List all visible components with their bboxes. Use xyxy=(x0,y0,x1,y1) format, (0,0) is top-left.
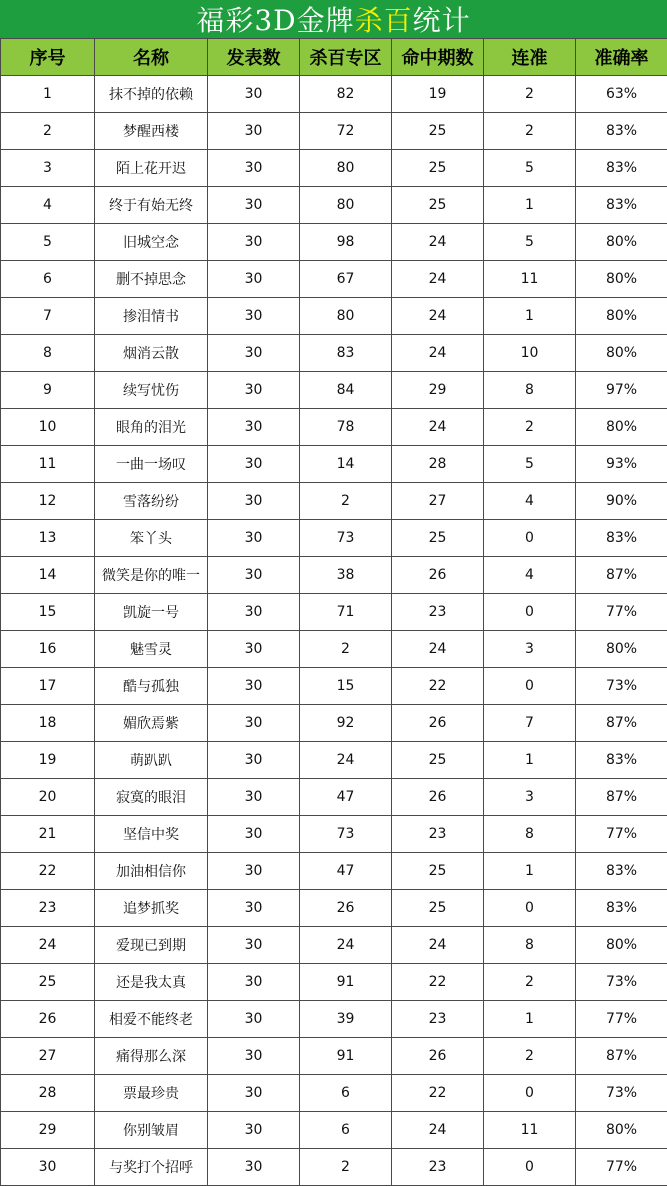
cell-index: 4 xyxy=(1,187,95,224)
cell-kill-hundred: 73 xyxy=(300,816,392,853)
cell-name: 抹不掉的依赖 xyxy=(95,76,208,113)
cell-accuracy: 83% xyxy=(576,113,667,150)
cell-index: 15 xyxy=(1,594,95,631)
cell-name: 酷与孤独 xyxy=(95,668,208,705)
cell-streak: 4 xyxy=(484,557,576,594)
cell-posts: 30 xyxy=(208,224,300,261)
cell-hits: 25 xyxy=(392,113,484,150)
page-title xyxy=(0,0,667,38)
cell-kill-hundred: 71 xyxy=(300,594,392,631)
cell-accuracy: 90% xyxy=(576,483,667,520)
table-row xyxy=(1,1149,667,1186)
cell-name: 陌上花开迟 xyxy=(95,150,208,187)
cell-kill-hundred: 14 xyxy=(300,446,392,483)
cell-hits: 24 xyxy=(392,335,484,372)
cell-hits: 25 xyxy=(392,187,484,224)
cell-posts: 30 xyxy=(208,298,300,335)
header-cell-name: 名称 xyxy=(95,39,208,76)
cell-index: 10 xyxy=(1,409,95,446)
cell-index: 3 xyxy=(1,150,95,187)
cell-kill-hundred: 78 xyxy=(300,409,392,446)
table-row xyxy=(1,446,667,483)
cell-accuracy: 87% xyxy=(576,1038,667,1075)
cell-accuracy: 83% xyxy=(576,520,667,557)
title-highlight: 杀百 xyxy=(355,0,413,39)
table-row xyxy=(1,890,667,927)
cell-posts: 30 xyxy=(208,76,300,113)
header-cell-accuracy: 准确率 xyxy=(576,39,667,76)
cell-name: 旧城空念 xyxy=(95,224,208,261)
cell-hits: 22 xyxy=(392,1075,484,1112)
cell-streak: 2 xyxy=(484,1038,576,1075)
table-row xyxy=(1,113,667,150)
stats-table xyxy=(0,38,667,1186)
cell-accuracy: 80% xyxy=(576,631,667,668)
cell-posts: 30 xyxy=(208,705,300,742)
cell-index: 28 xyxy=(1,1075,95,1112)
cell-accuracy: 63% xyxy=(576,76,667,113)
cell-accuracy: 83% xyxy=(576,742,667,779)
cell-streak: 2 xyxy=(484,964,576,1001)
cell-posts: 30 xyxy=(208,890,300,927)
header-cell-posts: 发表数 xyxy=(208,39,300,76)
cell-name: 追梦抓奖 xyxy=(95,890,208,927)
cell-streak: 10 xyxy=(484,335,576,372)
cell-name: 痛得那么深 xyxy=(95,1038,208,1075)
cell-index: 7 xyxy=(1,298,95,335)
table-row xyxy=(1,1001,667,1038)
table-row xyxy=(1,409,667,446)
cell-name: 删不掉思念 xyxy=(95,261,208,298)
cell-streak: 8 xyxy=(484,372,576,409)
cell-posts: 30 xyxy=(208,113,300,150)
cell-accuracy: 73% xyxy=(576,964,667,1001)
cell-posts: 30 xyxy=(208,964,300,1001)
cell-name: 票最珍贵 xyxy=(95,1075,208,1112)
cell-accuracy: 77% xyxy=(576,594,667,631)
cell-name: 微笑是你的唯一 xyxy=(95,557,208,594)
cell-hits: 23 xyxy=(392,1149,484,1186)
cell-posts: 30 xyxy=(208,409,300,446)
cell-accuracy: 77% xyxy=(576,1001,667,1038)
cell-hits: 22 xyxy=(392,668,484,705)
cell-streak: 1 xyxy=(484,298,576,335)
cell-accuracy: 97% xyxy=(576,372,667,409)
cell-accuracy: 87% xyxy=(576,705,667,742)
cell-streak: 0 xyxy=(484,594,576,631)
table-row xyxy=(1,261,667,298)
table-row xyxy=(1,1038,667,1075)
cell-hits: 24 xyxy=(392,224,484,261)
cell-streak: 1 xyxy=(484,1001,576,1038)
cell-index: 24 xyxy=(1,927,95,964)
table-row xyxy=(1,483,667,520)
table-row xyxy=(1,779,667,816)
cell-index: 8 xyxy=(1,335,95,372)
cell-streak: 2 xyxy=(484,76,576,113)
cell-kill-hundred: 80 xyxy=(300,150,392,187)
cell-accuracy: 73% xyxy=(576,1075,667,1112)
cell-index: 6 xyxy=(1,261,95,298)
cell-hits: 29 xyxy=(392,372,484,409)
cell-hits: 24 xyxy=(392,298,484,335)
cell-name: 还是我太真 xyxy=(95,964,208,1001)
cell-accuracy: 87% xyxy=(576,557,667,594)
cell-hits: 25 xyxy=(392,520,484,557)
table-row xyxy=(1,705,667,742)
cell-name: 笨丫头 xyxy=(95,520,208,557)
table-row xyxy=(1,150,667,187)
header-cell-hits: 命中期数 xyxy=(392,39,484,76)
table-row xyxy=(1,372,667,409)
cell-posts: 30 xyxy=(208,594,300,631)
cell-accuracy: 93% xyxy=(576,446,667,483)
cell-posts: 30 xyxy=(208,446,300,483)
cell-name: 相爱不能终老 xyxy=(95,1001,208,1038)
cell-index: 27 xyxy=(1,1038,95,1075)
cell-hits: 25 xyxy=(392,890,484,927)
cell-kill-hundred: 47 xyxy=(300,853,392,890)
cell-index: 1 xyxy=(1,76,95,113)
cell-hits: 19 xyxy=(392,76,484,113)
cell-kill-hundred: 2 xyxy=(300,1149,392,1186)
cell-streak: 1 xyxy=(484,742,576,779)
cell-name: 萌趴趴 xyxy=(95,742,208,779)
cell-posts: 30 xyxy=(208,742,300,779)
cell-streak: 7 xyxy=(484,705,576,742)
cell-kill-hundred: 83 xyxy=(300,335,392,372)
cell-hits: 26 xyxy=(392,557,484,594)
cell-accuracy: 77% xyxy=(576,816,667,853)
cell-posts: 30 xyxy=(208,520,300,557)
cell-streak: 5 xyxy=(484,150,576,187)
cell-index: 30 xyxy=(1,1149,95,1186)
cell-index: 5 xyxy=(1,224,95,261)
table-row xyxy=(1,742,667,779)
table-row xyxy=(1,1075,667,1112)
cell-index: 17 xyxy=(1,668,95,705)
cell-index: 2 xyxy=(1,113,95,150)
cell-kill-hundred: 15 xyxy=(300,668,392,705)
cell-hits: 27 xyxy=(392,483,484,520)
cell-accuracy: 73% xyxy=(576,668,667,705)
cell-posts: 30 xyxy=(208,1149,300,1186)
cell-accuracy: 80% xyxy=(576,298,667,335)
cell-hits: 24 xyxy=(392,409,484,446)
cell-streak: 0 xyxy=(484,1075,576,1112)
header-cell-streak: 连准 xyxy=(484,39,576,76)
cell-kill-hundred: 98 xyxy=(300,224,392,261)
cell-streak: 3 xyxy=(484,631,576,668)
cell-hits: 22 xyxy=(392,964,484,1001)
cell-index: 16 xyxy=(1,631,95,668)
table-row xyxy=(1,668,667,705)
header-cell-index: 序号 xyxy=(1,39,95,76)
cell-streak: 0 xyxy=(484,1149,576,1186)
cell-streak: 4 xyxy=(484,483,576,520)
cell-hits: 24 xyxy=(392,1112,484,1149)
cell-streak: 3 xyxy=(484,779,576,816)
cell-posts: 30 xyxy=(208,1075,300,1112)
cell-kill-hundred: 82 xyxy=(300,76,392,113)
cell-streak: 0 xyxy=(484,890,576,927)
cell-index: 20 xyxy=(1,779,95,816)
cell-hits: 23 xyxy=(392,816,484,853)
table-row xyxy=(1,76,667,113)
cell-hits: 25 xyxy=(392,742,484,779)
cell-posts: 30 xyxy=(208,187,300,224)
cell-hits: 24 xyxy=(392,927,484,964)
cell-kill-hundred: 24 xyxy=(300,742,392,779)
header-cell-kill-hundred: 杀百专区 xyxy=(300,39,392,76)
cell-name: 魅雪灵 xyxy=(95,631,208,668)
cell-index: 22 xyxy=(1,853,95,890)
cell-streak: 1 xyxy=(484,187,576,224)
cell-name: 凯旋一号 xyxy=(95,594,208,631)
cell-name: 梦醒西楼 xyxy=(95,113,208,150)
cell-index: 19 xyxy=(1,742,95,779)
cell-posts: 30 xyxy=(208,372,300,409)
cell-name: 爱现已到期 xyxy=(95,927,208,964)
cell-posts: 30 xyxy=(208,631,300,668)
cell-streak: 0 xyxy=(484,520,576,557)
cell-index: 23 xyxy=(1,890,95,927)
header-row xyxy=(1,39,667,76)
cell-accuracy: 83% xyxy=(576,187,667,224)
cell-posts: 30 xyxy=(208,557,300,594)
cell-streak: 5 xyxy=(484,224,576,261)
cell-posts: 30 xyxy=(208,335,300,372)
cell-kill-hundred: 38 xyxy=(300,557,392,594)
table-row xyxy=(1,927,667,964)
cell-posts: 30 xyxy=(208,816,300,853)
cell-name: 加油相信你 xyxy=(95,853,208,890)
cell-kill-hundred: 67 xyxy=(300,261,392,298)
cell-kill-hundred: 26 xyxy=(300,890,392,927)
cell-kill-hundred: 73 xyxy=(300,520,392,557)
cell-hits: 26 xyxy=(392,779,484,816)
cell-kill-hundred: 47 xyxy=(300,779,392,816)
cell-posts: 30 xyxy=(208,1001,300,1038)
table-body xyxy=(1,76,667,1186)
title-prefix: 福彩3D金牌 xyxy=(196,0,354,39)
cell-streak: 11 xyxy=(484,1112,576,1149)
cell-index: 9 xyxy=(1,372,95,409)
cell-hits: 23 xyxy=(392,594,484,631)
cell-hits: 25 xyxy=(392,150,484,187)
table-row xyxy=(1,853,667,890)
table-row xyxy=(1,964,667,1001)
table-row xyxy=(1,298,667,335)
cell-index: 14 xyxy=(1,557,95,594)
cell-accuracy: 83% xyxy=(576,890,667,927)
cell-hits: 26 xyxy=(392,705,484,742)
cell-kill-hundred: 24 xyxy=(300,927,392,964)
cell-name: 掺泪情书 xyxy=(95,298,208,335)
cell-posts: 30 xyxy=(208,483,300,520)
cell-accuracy: 87% xyxy=(576,779,667,816)
cell-kill-hundred: 6 xyxy=(300,1075,392,1112)
cell-accuracy: 80% xyxy=(576,409,667,446)
cell-streak: 0 xyxy=(484,668,576,705)
cell-name: 媚欣焉紫 xyxy=(95,705,208,742)
cell-hits: 26 xyxy=(392,1038,484,1075)
cell-kill-hundred: 2 xyxy=(300,631,392,668)
cell-accuracy: 80% xyxy=(576,261,667,298)
table-row xyxy=(1,520,667,557)
cell-name: 寂寞的眼泪 xyxy=(95,779,208,816)
cell-accuracy: 83% xyxy=(576,150,667,187)
cell-posts: 30 xyxy=(208,1112,300,1149)
cell-name: 坚信中奖 xyxy=(95,816,208,853)
cell-accuracy: 80% xyxy=(576,335,667,372)
cell-name: 与奖打个招呼 xyxy=(95,1149,208,1186)
table-row xyxy=(1,631,667,668)
cell-streak: 11 xyxy=(484,261,576,298)
cell-hits: 24 xyxy=(392,261,484,298)
table-row xyxy=(1,594,667,631)
table-row xyxy=(1,816,667,853)
cell-accuracy: 80% xyxy=(576,224,667,261)
cell-kill-hundred: 80 xyxy=(300,298,392,335)
cell-name: 雪落纷纷 xyxy=(95,483,208,520)
cell-kill-hundred: 91 xyxy=(300,1038,392,1075)
table-row xyxy=(1,187,667,224)
cell-accuracy: 83% xyxy=(576,853,667,890)
cell-name: 终于有始无终 xyxy=(95,187,208,224)
cell-name: 续写忧伤 xyxy=(95,372,208,409)
cell-posts: 30 xyxy=(208,779,300,816)
cell-kill-hundred: 80 xyxy=(300,187,392,224)
table-row xyxy=(1,1112,667,1149)
cell-accuracy: 77% xyxy=(576,1149,667,1186)
cell-index: 11 xyxy=(1,446,95,483)
cell-hits: 25 xyxy=(392,853,484,890)
cell-index: 29 xyxy=(1,1112,95,1149)
cell-name: 眼角的泪光 xyxy=(95,409,208,446)
cell-posts: 30 xyxy=(208,668,300,705)
cell-name: 烟消云散 xyxy=(95,335,208,372)
cell-kill-hundred: 92 xyxy=(300,705,392,742)
cell-hits: 24 xyxy=(392,631,484,668)
cell-index: 25 xyxy=(1,964,95,1001)
cell-index: 12 xyxy=(1,483,95,520)
cell-streak: 8 xyxy=(484,816,576,853)
cell-hits: 28 xyxy=(392,446,484,483)
cell-name: 一曲一场叹 xyxy=(95,446,208,483)
cell-kill-hundred: 72 xyxy=(300,113,392,150)
cell-streak: 8 xyxy=(484,927,576,964)
cell-index: 26 xyxy=(1,1001,95,1038)
cell-kill-hundred: 84 xyxy=(300,372,392,409)
cell-kill-hundred: 6 xyxy=(300,1112,392,1149)
table-row xyxy=(1,224,667,261)
cell-index: 18 xyxy=(1,705,95,742)
title-suffix: 统计 xyxy=(413,0,471,39)
cell-posts: 30 xyxy=(208,261,300,298)
cell-streak: 2 xyxy=(484,113,576,150)
cell-kill-hundred: 39 xyxy=(300,1001,392,1038)
cell-name: 你别皱眉 xyxy=(95,1112,208,1149)
cell-accuracy: 80% xyxy=(576,1112,667,1149)
cell-index: 21 xyxy=(1,816,95,853)
cell-posts: 30 xyxy=(208,853,300,890)
cell-index: 13 xyxy=(1,520,95,557)
cell-accuracy: 80% xyxy=(576,927,667,964)
cell-hits: 23 xyxy=(392,1001,484,1038)
cell-streak: 5 xyxy=(484,446,576,483)
cell-streak: 1 xyxy=(484,853,576,890)
table-row xyxy=(1,557,667,594)
cell-kill-hundred: 91 xyxy=(300,964,392,1001)
cell-posts: 30 xyxy=(208,1038,300,1075)
table-row xyxy=(1,335,667,372)
cell-posts: 30 xyxy=(208,927,300,964)
cell-streak: 2 xyxy=(484,409,576,446)
cell-posts: 30 xyxy=(208,150,300,187)
cell-kill-hundred: 2 xyxy=(300,483,392,520)
